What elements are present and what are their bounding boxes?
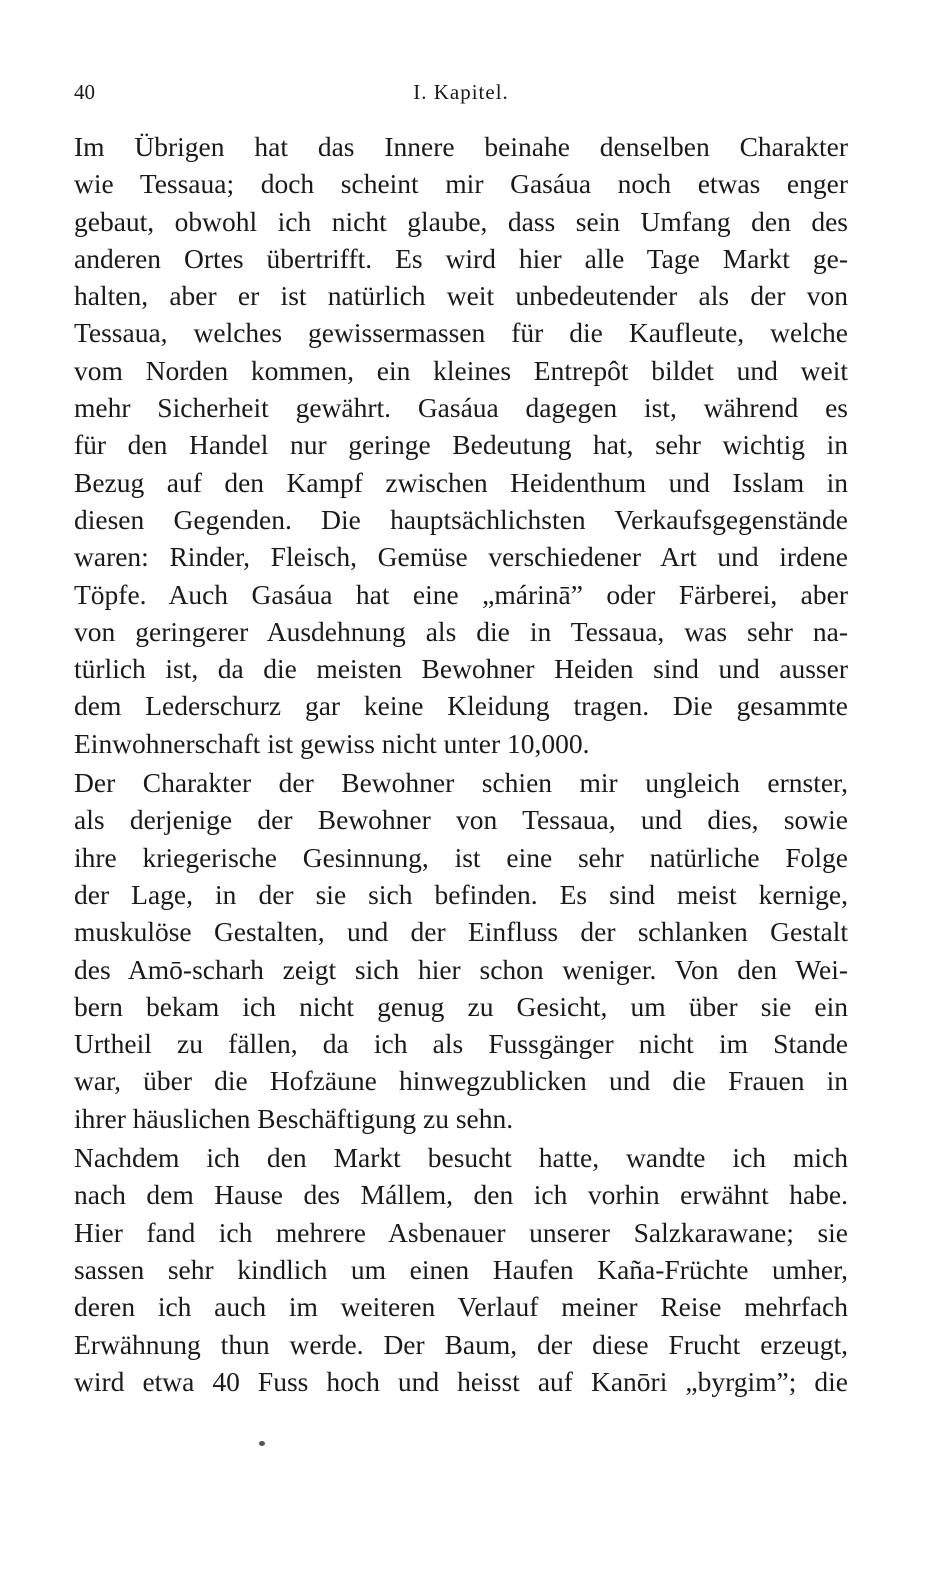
chapter-title: I. Kapitel.	[413, 80, 509, 104]
text-line: Im Übrigen hat das Innere beinahe denselben Charakter	[74, 131, 848, 162]
text-line: von geringerer Ausdehnung als die in Tessaua, was sehr na-	[74, 615, 848, 647]
text-line: mehr Sicherheit gewährt. Gasáua dagegen ist, während es	[74, 392, 848, 424]
text-line: ihre kriegerische Gesinnung, ist eine sehr natürliche Folge	[74, 841, 848, 873]
text-line: sassen sehr kindlich um einen Haufen Kaña-Früchte umher,	[74, 1253, 848, 1285]
text-line: waren: Rinder, Fleisch, Gemüse verschiedener Art und irdene	[74, 541, 848, 573]
text-line: vom Norden kommen, ein kleines Entrepôt bildet und weit	[74, 354, 848, 386]
text-line: Nachdem ich den Markt besucht hatte, wandte ich mich	[74, 1142, 848, 1174]
text-line: dem Lederschurz gar keine Kleidung tragen. Die gesammte	[74, 690, 848, 722]
text-line: diesen Gegenden. Die hauptsächlichsten Verkaufsgegenstände	[74, 503, 848, 535]
text-line: Hier fand ich mehrere Asbenauer unserer Salzkarawane; sie	[74, 1216, 848, 1248]
text-line: ihrer häuslichen Beschäftigung zu sehn.	[74, 1102, 514, 1134]
text-line: wie Tessaua; doch scheint mir Gasáua noch etwas enger	[74, 168, 848, 200]
text-line: der Lage, in der sie sich befinden. Es sind meist kernige,	[74, 878, 848, 910]
text-line: halten, aber er ist natürlich weit unbedeutender als der von	[74, 280, 848, 312]
text-line: anderen Ortes übertrifft. Es wird hier alle Tage Markt ge-	[74, 242, 848, 274]
text-line: Urtheil zu fällen, da ich als Fussgänger nicht im Stande	[74, 1028, 848, 1060]
text-line: Töpfe. Auch Gasáua hat eine „márinā” oder Färberei, aber	[74, 578, 848, 610]
text-line: wird etwa 40 Fuss hoch und heisst auf Kanōri „byrgim”; die	[74, 1365, 848, 1397]
text-line: Erwähnung thun werde. Der Baum, der diese Frucht erzeugt,	[74, 1328, 848, 1360]
text-line: bern bekam ich nicht genug zu Gesicht, um über sie ein	[74, 990, 848, 1022]
ink-speck	[259, 1441, 265, 1446]
page-number: 40	[74, 80, 95, 104]
running-head	[74, 80, 848, 114]
paragraph-1	[74, 128, 848, 762]
paragraph-3	[74, 1139, 848, 1400]
text-line: muskulöse Gestalten, und der Einfluss der schlanken Gestalt	[74, 916, 848, 948]
text-line: war, über die Hofzäune hinwegzublicken und die Frauen in	[74, 1065, 848, 1097]
paragraph-2	[74, 764, 848, 1137]
text-line: nach dem Hause des Mállem, den ich vorhin erwähnt habe.	[74, 1179, 848, 1211]
text-line: Der Charakter der Bewohner schien mir ungleich ernster,	[74, 767, 848, 799]
text-line: des Amō-scharh zeigt sich hier schon weniger. Von den Wei-	[74, 953, 848, 985]
text-line: deren ich auch im weiteren Verlauf meiner Reise mehrfach	[74, 1291, 848, 1323]
text-line: als derjenige der Bewohner von Tessaua, und dies, sowie	[74, 804, 848, 836]
text-line: für den Handel nur geringe Bedeutung hat, sehr wichtig in	[74, 429, 848, 461]
body-text	[74, 128, 848, 1400]
text-line: Tessaua, welches gewissermassen für die Kaufleute, welche	[74, 317, 848, 349]
text-line: Bezug auf den Kampf zwischen Heidenthum und Isslam in	[74, 466, 848, 498]
text-line: gebaut, obwohl ich nicht glaube, dass sein Umfang den des	[74, 205, 848, 237]
text-line: Einwohnerschaft ist gewiss nicht unter 10,000.	[74, 727, 590, 759]
text-line: türlich ist, da die meisten Bewohner Heiden sind und ausser	[74, 653, 848, 685]
